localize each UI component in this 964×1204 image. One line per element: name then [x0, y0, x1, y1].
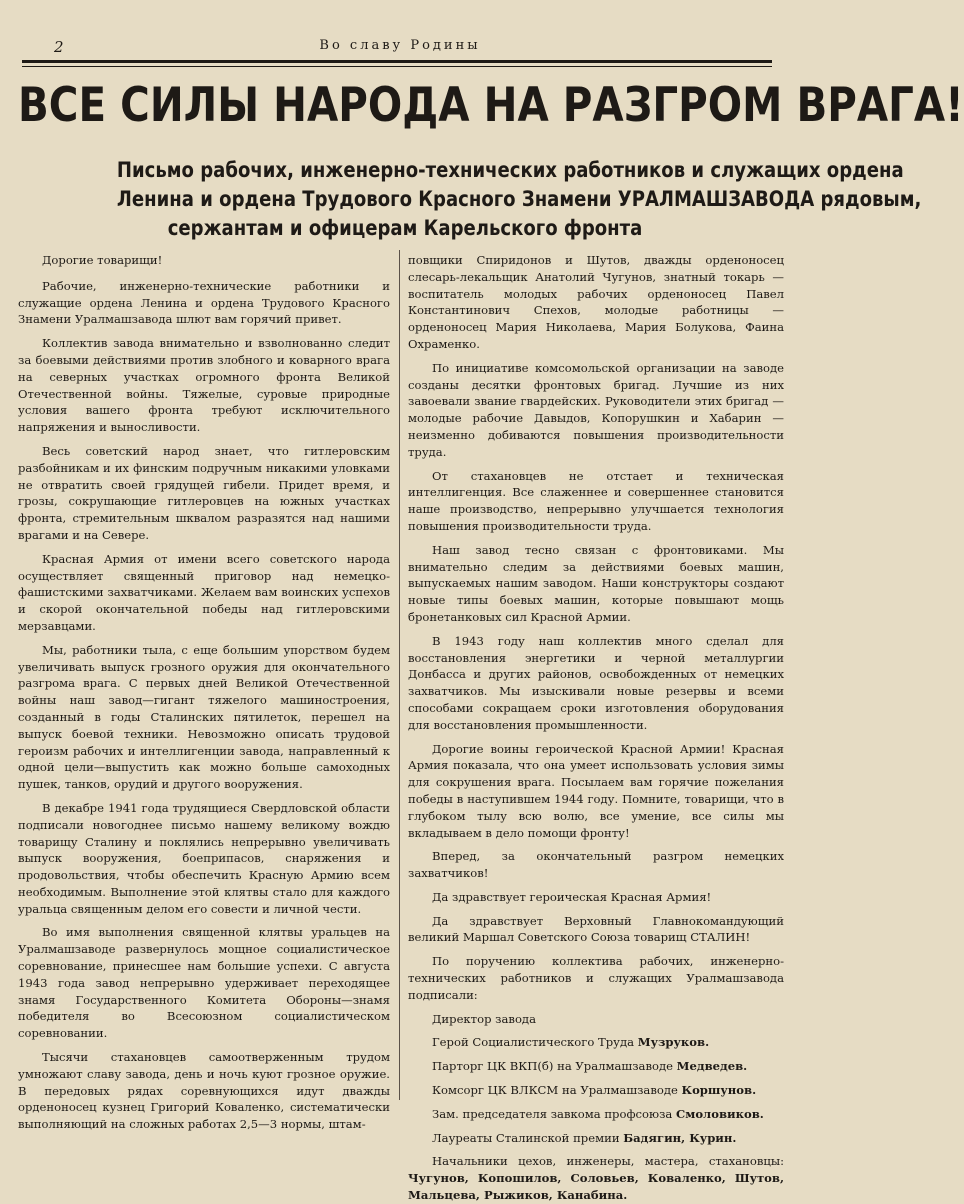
- subtitle-line: сержантам и офицерам Карельского фронта: [167, 216, 643, 240]
- page-number: 2: [54, 38, 64, 56]
- paragraph: Да здравствует героическая Красная Армия!: [432, 889, 712, 904]
- signatory-name: Бадягин, Курин.: [623, 1130, 737, 1145]
- signatory-line: [408, 1106, 784, 1123]
- left-column: [18, 252, 390, 1132]
- heads-intro: Начальники цехов, инженеры, мастера, стахановцы:: [432, 1154, 784, 1169]
- header-rule-thin: [22, 66, 772, 67]
- headline: ВСЕ СИЛЫ НАРОДА НА РАЗГРОМ ВРАГА!: [18, 78, 964, 133]
- right-column: [408, 252, 784, 1203]
- header-rule: [22, 60, 772, 63]
- signatory-title: Комсорг ЦК ВЛКСМ на Уралмашзаводе: [432, 1083, 678, 1098]
- subtitle: [70, 156, 922, 243]
- paragraph: В декабре 1941 года трудящиеся Свердловской области подписали новогоднее письмо нашему великому вождю товарищу Сталину и поклялись непрерывно увеличивать выпуск вооружения, боеприпасов, снаряжения и продовольствия, чтобы обеспечить Красную Армию всем необходимым. Выполнение этой клятвы стало для каждого уральца священным делом его совести и личной чести.: [18, 800, 390, 916]
- paragraph: Наш завод тесно связан с фронтовиками. Мы внимательно следим за действиями боевых машин, выпускаемых нашим заводом. Наши конструкторы создают новые типы боевых машин, которые повышают мощь бронетанковых сил Красной Армии.: [408, 542, 784, 624]
- paragraph: Дорогие воины героической Красной Армии! Красная Армия показала, что она умеет использовать условия зимы для сокрушения врага. Посылаем вам горячие пожелания победы в наступившем 1944 году. Помните, товарищи, что в глубоком тылу всю волю, все умение, все силы мы вкладываем в дело помощи фронту!: [408, 741, 784, 840]
- signatory-line: [408, 1034, 784, 1051]
- paragraph: По поручению коллектива рабочих, инженерно-технических работников и служащих Уралмашзавода подписали:: [408, 954, 784, 1002]
- signatory-title: Лауреаты Сталинской премии: [432, 1130, 620, 1145]
- heads-names: Чугунов, Копошилов, Соловьев, Коваленко, Шутов, Мальцева, Рыжиков, Канабина.: [408, 1171, 784, 1203]
- subtitle-line: Ленина и ордена Трудового Красного Знамени УРАЛМАШЗАВОДА рядовым,: [116, 187, 922, 211]
- column-divider: [399, 250, 400, 1100]
- signatory-title: Парторг ЦК ВКП(б) на Уралмашзаводе: [432, 1059, 673, 1074]
- signatory-line: [408, 1130, 784, 1147]
- paragraph: Красная Армия от имени всего советского народа осуществляет священный приговор над немецко-фашистскими захватчиками. Желаем вам воинских успехов и скорой окончательной победы над гитлеровскими мерзавцами.: [18, 551, 390, 633]
- signatory-name: Музруков.: [637, 1035, 710, 1050]
- paragraph: От стахановцев не отстает и техническая интеллигенция. Все слаженнее и совершеннее становится наше производство, непрерывно улучшается технология повышения производительности труда.: [408, 468, 784, 533]
- masthead: Во славу Родины: [319, 38, 481, 53]
- signatory-line: [408, 1082, 784, 1099]
- paragraph: повщики Спиридонов и Шутов, дважды орденоносец слесарь-лекальщик Анатолий Чугунов, знатный токарь — воспитатель молодых рабочих орденоносец Павел Константинович Спехов, молодые работницы — орденоносец Мария Николаева, Мария Болукова, Фаина Охраменко.: [408, 253, 784, 351]
- paragraph: По инициативе комсомольской организации на заводе созданы десятки фронтовых бригад. Лучшие из них завоевали звание гвардейских. Руководители этих бригад — молодые рабочие Давыдов, Копорушкин и Хабарин — неизменно добиваются повышения производительности труда.: [408, 360, 784, 459]
- subtitle-line: Письмо рабочих, инженерно-технических работников и служащих ордена: [116, 158, 904, 182]
- signatory-name: Смоловиков.: [676, 1106, 764, 1121]
- paragraph: Коллектив завода внимательно и взволнованно следит за боевыми действиями против злобного и коварного врага на северных участках огромного фронта Великой Отечественной войны. Тяжелые, суровые природные условия вашего фронта требуют исключительного напряжения и выносливости.: [18, 336, 390, 435]
- heads-line: [408, 1153, 784, 1203]
- paragraph: Рабочие, инженерно-технические работники и служащие ордена Ленина и ордена Трудового Красного Знамени Уралмашзавода шлют вам горячий привет.: [18, 278, 390, 327]
- signatory-title: Герой Социалистического Труда: [432, 1035, 635, 1050]
- signatory-title: Зам. председателя завкома профсоюза: [432, 1106, 673, 1121]
- paragraph: Вперед, за окончательный разгром немецких захватчиков!: [408, 849, 784, 881]
- paragraph: Весь советский народ знает, что гитлеровским разбойникам и их финским подручным никакими уловками не отвратить своей грядущей гибели. Придет время, и грозы, сокрушающие гитлеровцев на южных участках фронта, стремительным шквалом разразятся над нашими врагами и на Севере.: [18, 443, 390, 542]
- paragraph: Во имя выполнения священной клятвы уральцев на Уралмашзаводе развернулось мощное социалистическое соревнование, принесшее нам большие успехи. С августа 1943 года завод непрерывно удерживает переходящее знамя Государственного Комитета Обороны—знамя победителя во Всесоюзном социалистическом соревновании.: [18, 925, 390, 1041]
- signatory-name: Медведев.: [676, 1059, 748, 1074]
- signatory-title: Директор завода: [432, 1011, 536, 1026]
- signatory-line: [408, 1058, 784, 1075]
- signatory-name: Коршунов.: [681, 1083, 757, 1098]
- signatory-line: [408, 1011, 784, 1028]
- paragraph: В 1943 году наш коллектив много сделал для восстановления энергетики и черной металлургии Донбасса и других районов, освобожденных от немецких захватчиков. Мы изыскивали новые резервы и всеми способами сокращаем сроки изготовления оборудования для восстановления промышленности.: [408, 633, 784, 732]
- paragraph: Мы, работники тыла, с еще большим упорством будем увеличивать выпуск грозного оружия для окончательного разгрома врага. С первых дней Великой Отечественной войны наш завод—гигант тяжелого машиностроения, созданный в годы Сталинских пятилеток, перешел на выпуск боевой техники. Невозможно описать трудовой героизм рабочих и интеллигенции завода, направленный к одной цели—выпустить как можно больше самоходных пушек, танков, орудий и другого вооружения.: [18, 642, 390, 792]
- greeting: Дорогие товарищи!: [42, 253, 163, 267]
- paragraph: Тысячи стахановцев самоотверженным трудом умножают славу завода, день и ночь куют грозное оружие. В передовых рядах соревнующихся идут дважды орденоносец кузнец Григорий Коваленко, систематически выполняющий на сложных работах 2,5—3 нормы, штам-: [18, 1050, 390, 1132]
- paragraph: Да здравствует Верховный Главнокомандующий великий Маршал Советского Союза товарищ СТАЛИН!: [408, 913, 784, 945]
